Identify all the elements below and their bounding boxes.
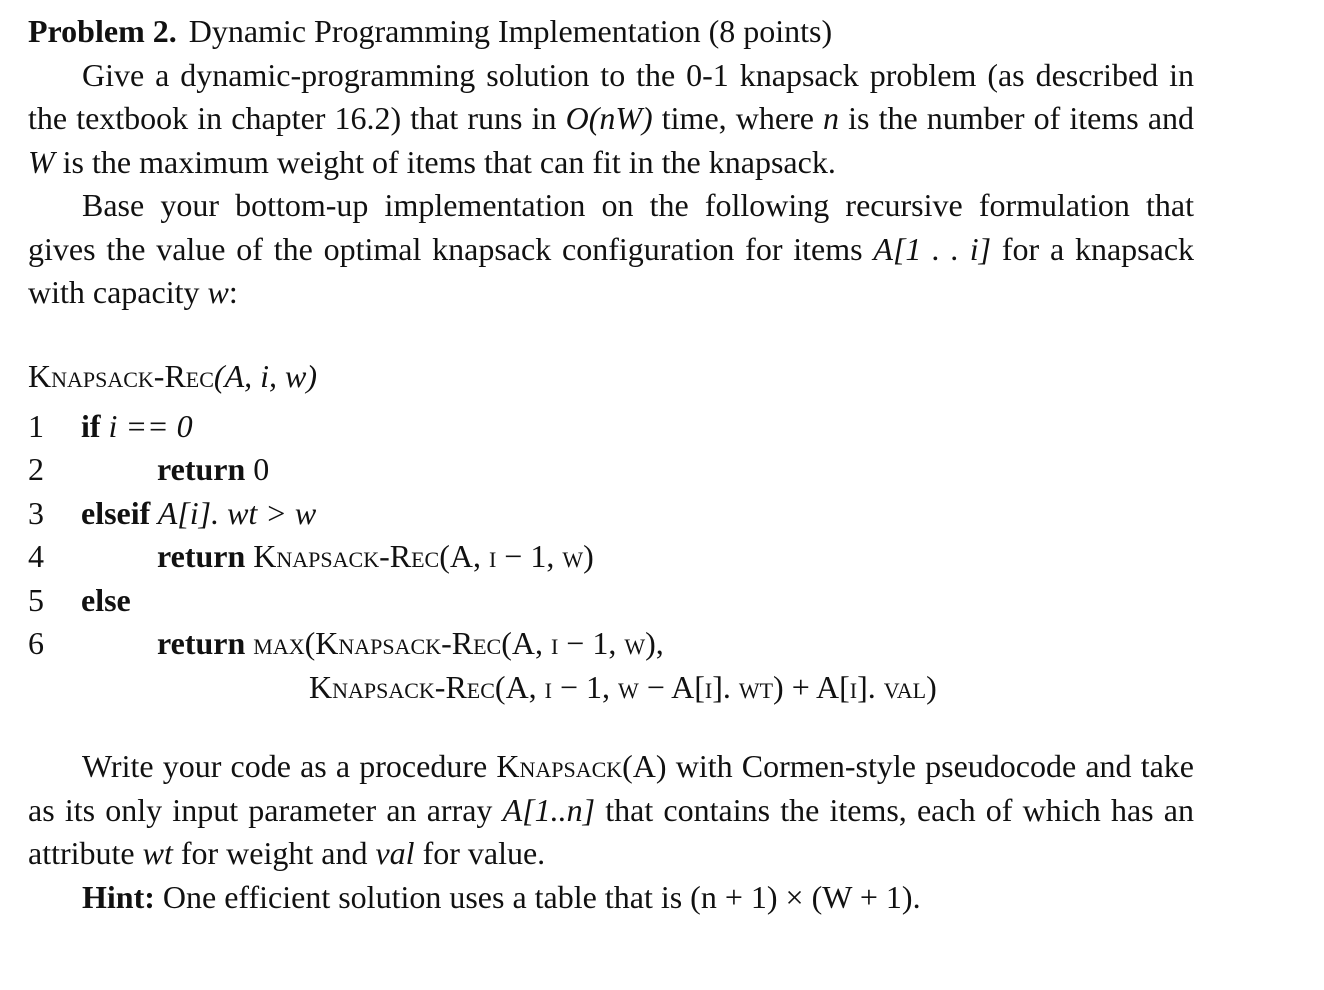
pseudocode-block — [28, 405, 1194, 710]
code-keyword: return — [157, 538, 246, 574]
paragraph-hint — [28, 876, 1194, 920]
algorithm-heading — [28, 355, 1194, 405]
code-text: Knapsack-Rec(A, i − 1, w) — [245, 538, 594, 574]
var-n: n — [823, 100, 840, 136]
algorithm-name: Knapsack-Rec — [28, 357, 214, 394]
paragraph-instructions — [28, 745, 1194, 876]
line-number: 2 — [28, 451, 44, 487]
instructions-text-c: that contains the items, each of which has an attribute — [28, 791, 1195, 871]
spacer — [28, 709, 1194, 745]
intro-text-c: is the number of items and — [839, 100, 1195, 136]
spacer — [28, 315, 1194, 355]
code-line-2 — [28, 448, 1194, 492]
code-line-4 — [28, 535, 1194, 579]
code-text: 0 — [245, 451, 270, 487]
code-line-5 — [28, 579, 1194, 623]
code-text: max(Knapsack-Rec(A, i − 1, w), — [245, 625, 664, 661]
code-line-1 — [28, 405, 1194, 449]
problem-title: Dynamic Programming Implementation (8 points) — [188, 13, 833, 49]
procedure-name: Knapsack(A) — [496, 748, 667, 784]
code-line-6 — [28, 622, 1194, 666]
problem-document — [28, 10, 1194, 919]
formulation-text-b: for a knapsack with capacity — [28, 230, 1195, 310]
intro-text-a: Give a dynamic-programming solution to the 0-1 knapsack problem (as described in the textbook in chapter 16.2) that runs in — [28, 56, 1194, 136]
instructions-text-e: for value. — [414, 835, 546, 871]
array-range: A[1 . . i] — [873, 230, 992, 267]
code-keyword: else — [81, 581, 131, 618]
line-number: 5 — [28, 581, 44, 618]
code-keyword: if — [81, 407, 101, 444]
algorithm-params: (A, i, w) — [213, 357, 318, 394]
formulation-text-a: Base your bottom-up implementation on the following recursive formulation that gives the value of the optimal knapsack configuration for items — [28, 187, 1194, 267]
hint-text: One efficient solution uses a table that is (n + 1) × (W + 1). — [154, 878, 921, 915]
code-keyword: return — [157, 451, 246, 487]
array-param: A[1..n] — [502, 791, 596, 828]
instructions-text-b: with Cormen-style pseudocode and take as its only input parameter an array — [28, 748, 1194, 828]
instructions-text-a: Write your code as a procedure — [82, 748, 497, 784]
attr-wt: wt — [142, 835, 173, 871]
var-W: W — [28, 143, 55, 180]
formulation-text-c: : — [228, 274, 238, 310]
paragraph-formulation — [28, 184, 1194, 315]
line-number: 4 — [28, 538, 44, 574]
code-keyword: return — [157, 625, 246, 661]
code-text: Knapsack-Rec(A, i − 1, w − A[i]. wt) + A[i]. val) — [309, 668, 937, 705]
line-number: 3 — [28, 494, 44, 531]
complexity-expr: O(nW) — [565, 100, 653, 136]
problem-heading — [28, 10, 1194, 54]
problem-label: Problem 2. — [28, 13, 177, 49]
line-number: 1 — [28, 407, 44, 444]
line-number: 6 — [28, 625, 44, 661]
hint-label: Hint: — [82, 878, 155, 915]
intro-text-d: is the maximum weight of items that can fit in the knapsack. — [54, 143, 836, 180]
code-keyword: elseif — [81, 494, 151, 531]
code-line-3 — [28, 492, 1194, 536]
code-text: i == 0 — [100, 407, 193, 444]
attr-val: val — [375, 835, 415, 871]
intro-text-b: time, where — [652, 100, 824, 136]
paragraph-intro — [28, 54, 1194, 185]
var-w: w — [207, 274, 229, 310]
code-text: A[i]. wt > w — [150, 494, 317, 531]
instructions-text-d: for weight and — [172, 835, 376, 871]
code-line-6-continued — [28, 666, 1194, 710]
